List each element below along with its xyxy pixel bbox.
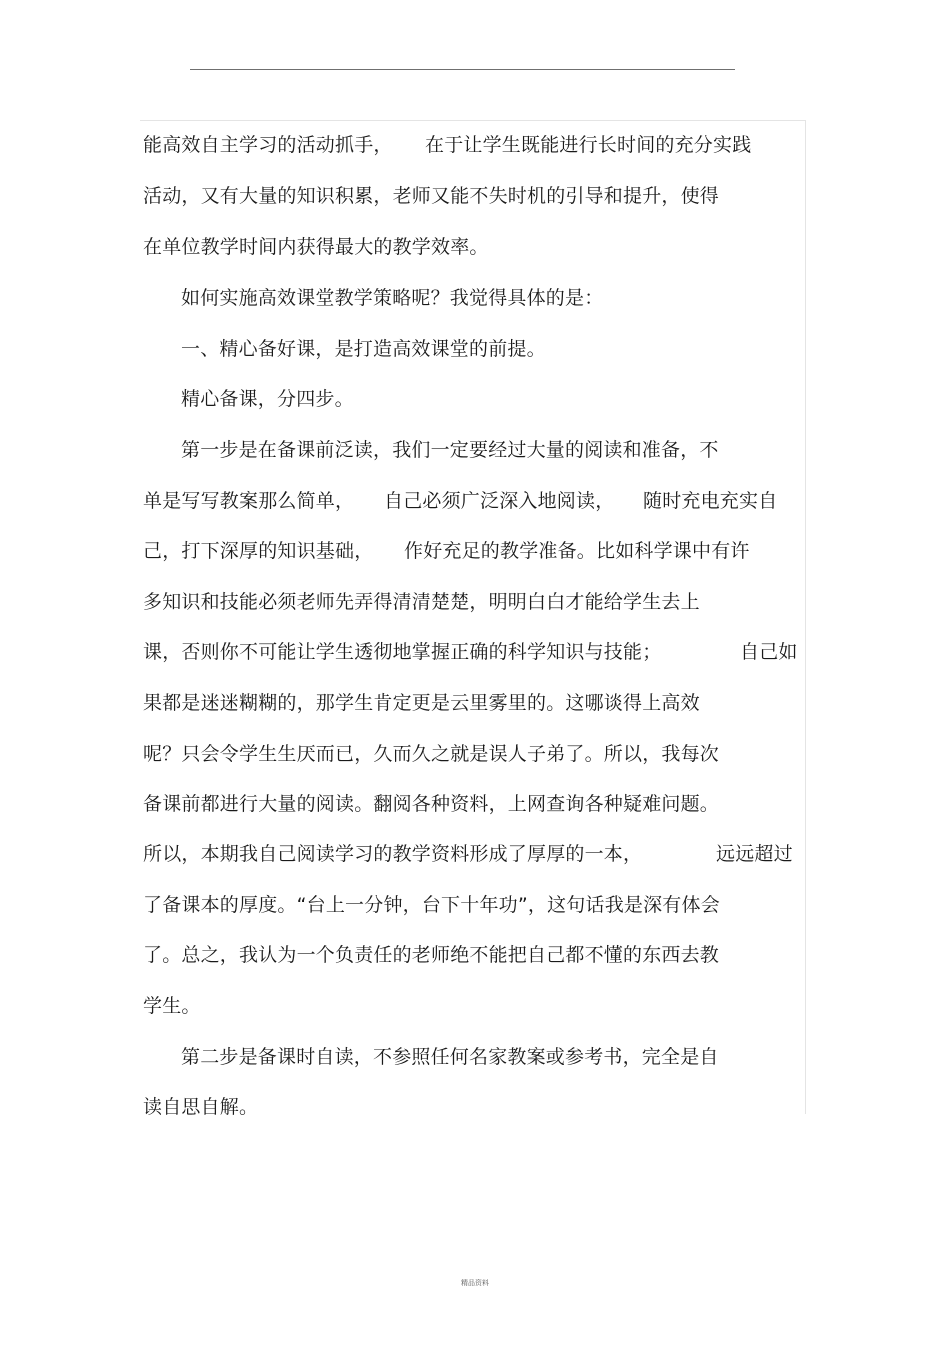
text-segment: 活动，又有大量的知识积累，老师又能不失时机的引导和提升，使得: [143, 185, 720, 207]
text-segment: 随时充电充实自: [643, 490, 778, 512]
text-segment: 一、精心备好课，是打造高效课堂的前提。: [181, 338, 546, 360]
text-segment: 自己必须广泛深入地阅读，: [384, 490, 615, 512]
text-segment: 在于让学生既能进行长时间的充分实践: [425, 134, 752, 156]
page-frame-top: [140, 120, 806, 121]
text-segment: 能高效自主学习的活动抓手，: [143, 134, 393, 156]
text-segment: 多知识和技能必须老师先弄得清清楚楚，明明白白才能给学生去上: [143, 591, 700, 613]
text-segment: 第二步是备课时自读，不参照任何名家教案或参考书，完全是自: [181, 1046, 719, 1068]
text-segment: 课，否则你不可能让学生透彻地掌握正确的科学知识与技能；: [143, 641, 662, 663]
text-segment: 远远超过: [716, 843, 793, 865]
text-segment: 呢？只会令学生生厌而已，久而久之就是误人子弟了。所以，我每次: [143, 743, 720, 765]
text-segment: 了备课本的厚度。“台上一分钟，台下十年功”，这句话我是深有体会: [143, 894, 720, 916]
text-segment: 所以，本期我自己阅读学习的教学资料形成了厚厚的一本，: [143, 843, 643, 865]
text-segment: 果都是迷迷糊糊的，那学生肯定更是云里雾里的。这哪谈得上高效: [143, 692, 700, 714]
page-frame-right: [805, 120, 806, 1114]
text-segment: 在单位教学时间内获得最大的教学效率。: [143, 236, 489, 258]
page-footer: 精品资料: [461, 1279, 489, 1287]
text-segment: 自己如: [740, 641, 798, 663]
text-segment: 备课前都进行大量的阅读。翻阅各种资料，上网查询各种疑难问题。: [143, 793, 720, 815]
text-segment: 精心备课，分四步。: [181, 388, 354, 410]
text-segment: 作好充足的教学准备。比如科学课中有许: [404, 540, 750, 562]
text-segment: 单是写写教案那么简单，: [143, 490, 355, 512]
header-rule: [190, 69, 735, 70]
text-segment: 学生。: [143, 995, 201, 1017]
text-segment: 第一步是在备课前泛读，我们一定要经过大量的阅读和准备，不: [181, 439, 719, 461]
text-line: [0, 1094, 259, 1172]
text-segment: 了。总之，我认为一个负责任的老师绝不能把自己都不懂的东西去教: [143, 944, 720, 966]
text-segment: 如何实施高效课堂教学策略呢？我觉得具体的是：: [181, 287, 604, 309]
text-segment: 己，打下深厚的知识基础，: [143, 540, 374, 562]
text-segment: 读自思自解。: [143, 1096, 259, 1118]
